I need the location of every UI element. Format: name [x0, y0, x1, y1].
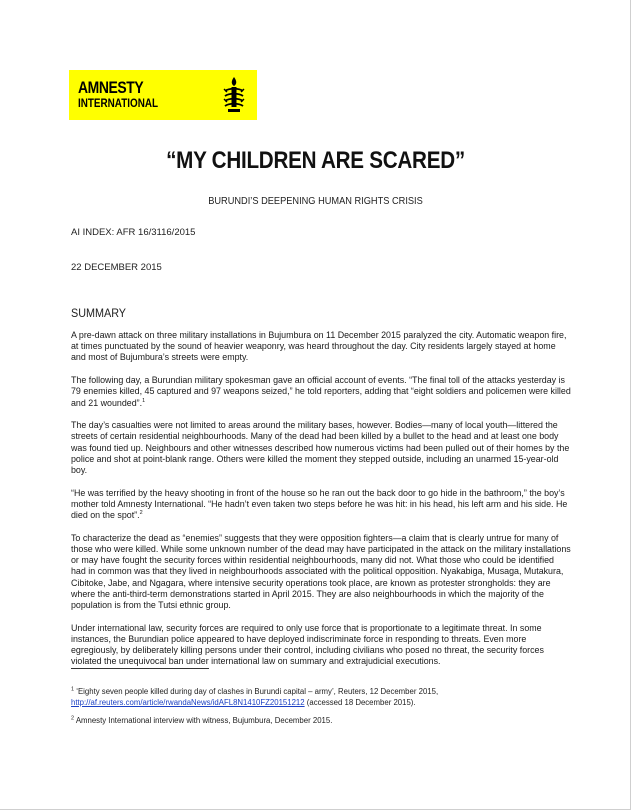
ai-index: AI INDEX: AFR 16/3116/2015 — [71, 227, 196, 238]
footnotes — [71, 686, 561, 733]
footnote-2-number: 2 — [71, 715, 75, 722]
summary-heading: SUMMARY — [71, 306, 127, 320]
paragraph-2-text: The following day, a Burundian military spokesman gave an official account of events. “The final toll of the attacks yesterday is 79 enemies killed, 45 captured and 97 weapons seized,” he told reporters, adding that “eight soldiers and policemen were killed and 21 wounded”. — [71, 375, 571, 408]
footnote-ref-1[interactable]: 1 — [142, 397, 146, 404]
footnote-2-text: Amnesty International interview with witness, Bujumbura, December 2015. — [75, 716, 333, 725]
paragraph-5: To characterize the dead as “enemies” suggests that they were opposition fighters—a claim that is clearly untrue for many of those who were killed. While some unknown number of the dead may have participated in the attack on the military installations or may have fought the security forces within residential neighbourhoods, many did not. What those who could be identified had in common was that they lived in neighbourhoods associated with the political opposition. Nyakabiga, Musaga, Mutakura, Cibitoke, Jabe, and Ngagara, where intensive security operations took place, are known as protester strongholds: they are where the anti-third-term demonstrations started in April 2015. They are also neighbourhoods in which the majority of the population is from the Tutsi ethnic group. — [71, 532, 571, 611]
summary-body — [71, 330, 571, 679]
amnesty-logo — [69, 70, 257, 120]
footnote-1-link[interactable]: http://af.reuters.com/article/rwandaNews/idAFL8N1410FZ20151212 — [71, 698, 305, 707]
document-date: 22 DECEMBER 2015 — [71, 262, 162, 273]
footnote-2 — [71, 715, 561, 726]
page-title: “MY CHILDREN ARE SCARED” — [166, 147, 465, 174]
paragraph-4-text: “He was terrified by the heavy shooting in front of the house so he ran out the back door to go hide in the bathroom,” the boy’s mother told Amnesty International. “He hadn’t even taken two steps before he was hit: in his head, his left arm and his side. He died on the spot”. — [71, 487, 568, 521]
logo-wordmark — [78, 79, 171, 111]
paragraph-3: The day’s casualties were not limited to areas around the military bases, however. Bodies—many of local youth—littered the streets of certain residential neighbourhoods. Many of the dead had been killed by a bullet to the head and at least one body was found tied up. Neighbours and other witnesses described how numerous victims had been pulled out of their homes by the police and shot at point-blank range. Others were killed the moment they stepped outside, including an unarmed 15-year-old boy. — [71, 420, 570, 476]
footnote-1-number: 1 — [71, 686, 75, 693]
footnote-ref-2[interactable]: 2 — [139, 510, 143, 517]
logo-line-amnesty: AMNESTY — [78, 78, 144, 97]
paragraph-6: Under international law, security forces are required to only use force that is proportionate to a legitimate threat. In some instances, the Burundian police appeared to have deployed indiscriminate force in responding to threats. Even more egregiously, by deliberately killing persons under their control, including civilians who posed no threat, the security forces violated the unequivocal ban under international law on summary and extrajudicial executions. — [71, 622, 544, 667]
footnote-1-text: ‘Eighty seven people killed during day of clashes in Burundi capital – army’, Reuters, 12 December 2015, — [76, 687, 439, 696]
candle-in-barbed-wire-icon — [221, 76, 247, 114]
footnote-divider — [71, 668, 209, 669]
paragraph-1: A pre-dawn attack on three military installations in Bujumbura on 11 December 2015 paralyzed the city. Automatic weapon fire, at times punctuated by the sound of heavier weaponry, was heard throughout the day. City residents largely stayed at home and most of Bujumbura’s streets were empty. — [71, 330, 567, 363]
footnote-1-accessed: (accessed 18 December 2015). — [306, 698, 416, 707]
paragraph-4 — [71, 488, 571, 522]
page-subtitle: BURUNDI’S DEEPENING HUMAN RIGHTS CRISIS — [208, 195, 423, 207]
footnote-1 — [71, 686, 561, 708]
logo-line-international: INTERNATIONAL — [78, 98, 159, 110]
paragraph-2 — [71, 375, 571, 409]
